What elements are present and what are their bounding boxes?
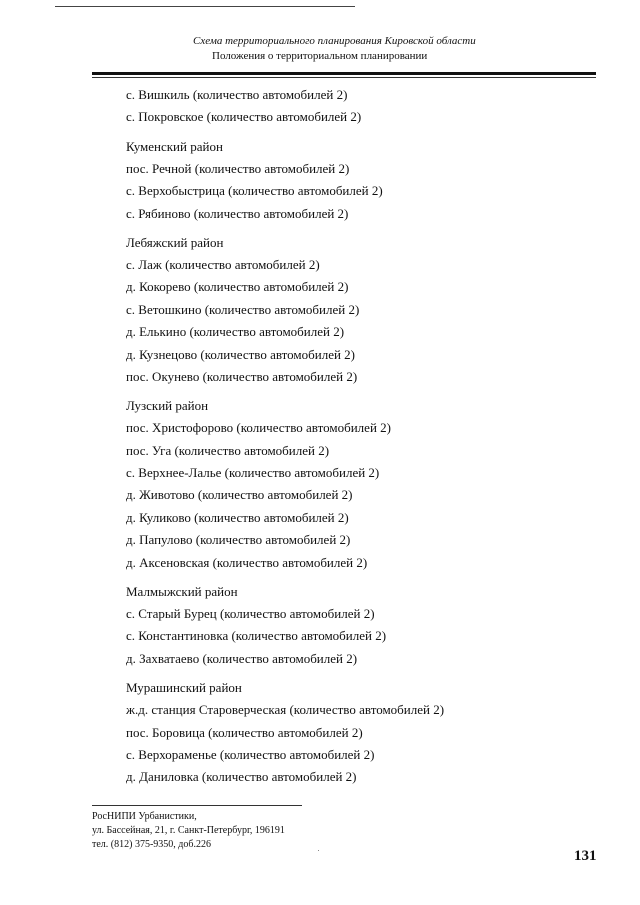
list-item: д. Елькино (количество автомобилей 2) [126,324,345,340]
list-item: ж.д. станция Староверческая (количество автомобилей 2) [126,702,445,718]
top-edge-rule [55,6,355,7]
list-item: д. Аксеновская (количество автомобилей 2) [126,554,368,570]
footer-address: ул. Бассейная, 21, г. Санкт-Петербург, 196191 [92,825,285,836]
list-item: пос. Уга (количество автомобилей 2) [126,442,330,458]
list-item: д. Животово (количество автомобилей 2) [126,487,353,503]
list-item: с. Ветошкино (количество автомобилей 2) [126,301,360,317]
page-number: 131 [574,848,597,864]
list-item: д. Кокорево (количество автомобилей 2) [126,279,349,295]
footer-rule [92,805,302,806]
header-rule-thick [92,72,596,75]
list-item: пос. Речной (количество автомобилей 2) [126,160,350,176]
list-item: с. Верхнее-Лалье (количество автомобилей 2) [126,465,380,481]
list-item: с. Покровское (количество автомобилей 2) [126,109,362,125]
district-heading: Мурашинский район [126,680,242,696]
list-item: с. Верхобыстрица (количество автомобилей 2) [126,183,383,199]
district-heading: Малмыжский район [126,584,238,600]
list-item: пос. Боровица (количество автомобилей 2) [126,724,363,740]
footer-phone: тел. (812) 375-9350, доб.226 [92,839,211,850]
list-item: д. Кузнецово (количество автомобилей 2) [126,346,356,362]
list-item: с. Лаж (количество автомобилей 2) [126,256,320,272]
district-heading: Лузский район [126,398,209,414]
footer-org: РосНИПИ Урбанистики, [92,811,197,822]
list-item: д. Захватаево (количество автомобилей 2) [126,650,358,666]
list-item: д. Папулово (количество автомобилей 2) [126,532,351,548]
header-title: Схема территориального планирования Кировской области [193,35,476,47]
list-item: д. Даниловка (количество автомобилей 2) [126,769,357,785]
scan-speck [318,850,319,851]
header-subtitle: Положения о территориальном планировании [212,50,428,62]
footer [92,810,285,852]
list-item: с. Вишкиль (количество автомобилей 2) [126,87,348,102]
list-item: пос. Христофорово (количество автомобилей 2) [126,420,391,436]
list-item: с. Константиновка (количество автомобилей 2) [126,628,387,644]
list-item: пос. Окунево (количество автомобилей 2) [126,368,358,384]
district-heading: Куменский район [126,138,223,154]
list-item: с. Рябиново (количество автомобилей 2) [126,205,349,221]
list-item: д. Куликово (количество автомобилей 2) [126,509,349,525]
list-item: с. Старый Бурец (количество автомобилей 2) [126,606,375,622]
settlement-list [126,84,596,789]
header-rule-thin [92,77,596,78]
list-item: с. Верхораменье (количество автомобилей 2) [126,746,375,762]
district-heading: Лебяжский район [126,234,224,250]
